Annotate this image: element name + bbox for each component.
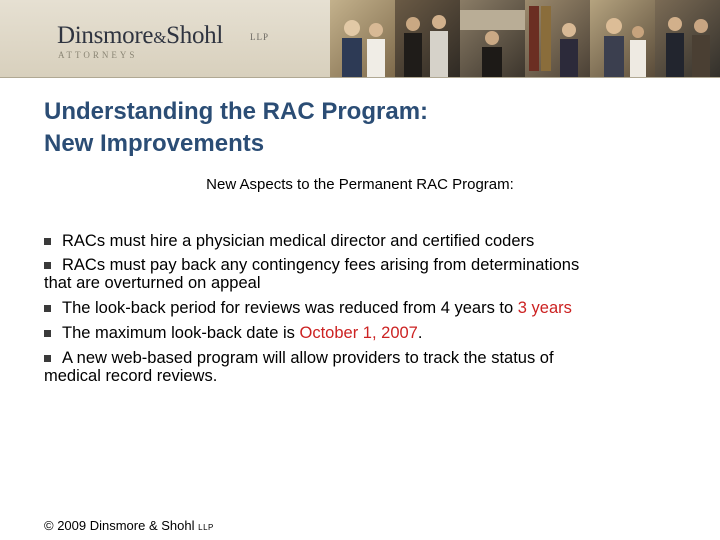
photo-colleagues <box>590 0 655 77</box>
title-line-1: Understanding the RAC Program: <box>44 98 429 125</box>
logo-name-part1: Dinsmore <box>57 22 154 49</box>
bullet-square-icon <box>44 238 51 245</box>
list-item <box>44 232 694 250</box>
bullet-list <box>44 227 694 385</box>
bullet-text: RACs must hire a physician medical director and certified coders <box>62 232 535 250</box>
list-item <box>44 299 694 317</box>
bullet-text-continued: medical record reviews. <box>44 367 218 385</box>
header-banner <box>0 0 720 77</box>
highlight-text: October 1, 2007 <box>299 324 418 342</box>
footer-copyright <box>44 518 214 533</box>
firm-logo <box>0 0 330 77</box>
title-line-2: New Improvements <box>44 130 265 157</box>
bullet-text: A new web-based program will allow providers to track the status of <box>62 349 554 367</box>
photo-library <box>525 0 590 77</box>
bullet-square-icon <box>44 355 51 362</box>
logo-wordmark <box>57 22 223 50</box>
photo-collage <box>330 0 720 77</box>
bullet-square-icon <box>44 305 51 312</box>
logo-name-part2: Shohl <box>166 22 223 49</box>
photo-office <box>460 0 525 77</box>
slide-title <box>44 96 428 160</box>
bullet-text: The maximum look-back date is <box>62 324 300 342</box>
bullet-text-continued: that are overturned on appeal <box>44 274 261 292</box>
photo-meeting <box>330 0 395 77</box>
highlight-text: 3 years <box>517 299 572 317</box>
bullet-text-end: . <box>417 324 423 342</box>
photo-handshake <box>655 0 720 77</box>
list-item <box>44 324 694 342</box>
bullet-text: The look-back period for reviews was reduced from 4 years to <box>62 299 518 317</box>
photo-group <box>395 0 460 77</box>
bullet-text: RACs must pay back any contingency fees arising from determinations <box>62 256 580 274</box>
logo-ampersand: & <box>153 28 167 47</box>
list-item <box>44 349 694 385</box>
bullet-square-icon <box>44 330 51 337</box>
slide-subtitle: New Aspects to the Permanent RAC Program: <box>206 176 514 193</box>
logo-llp: LLP <box>250 32 270 42</box>
list-item <box>44 256 694 292</box>
logo-subtitle: ATTORNEYS <box>58 50 138 60</box>
copyright-text: © 2009 Dinsmore & Shohl <box>44 518 195 533</box>
header-divider <box>0 77 720 78</box>
copyright-llp: LLP <box>198 523 214 532</box>
bullet-square-icon <box>44 262 51 269</box>
